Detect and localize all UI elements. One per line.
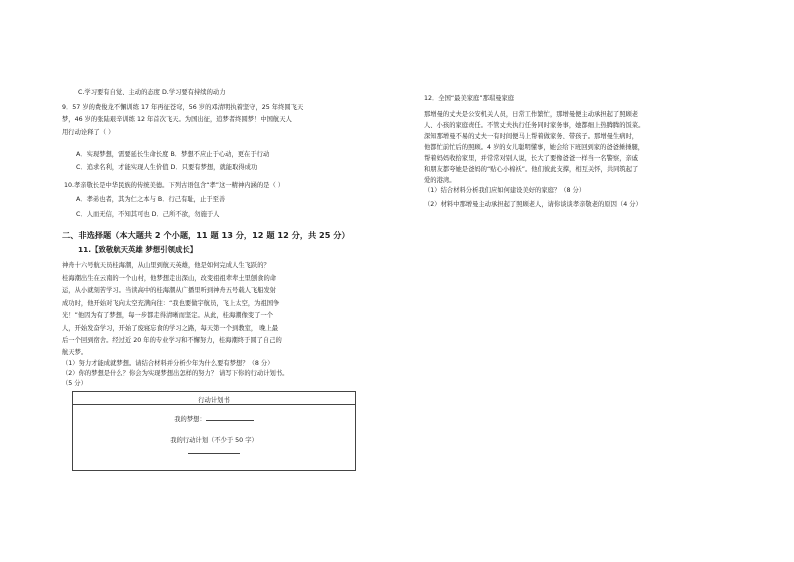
q11-para-line1: 神舟十六号航天员桂海潮，从山里到航天英雄，他是如何完成人生飞跃的？: [62, 262, 270, 269]
q11-para-line4: 成功时，他开始对飞向太空充满向往：“我也要做宇航员，飞上太空，为祖国争: [62, 300, 280, 307]
action-plan-title: 行动计划书: [198, 397, 230, 404]
action-plan-answer-blank[interactable]: [188, 447, 240, 454]
q11-sub2-points: （5 分）: [62, 380, 87, 387]
q11-sub2: （2）你的梦想是什么？你会为实现梦想出怎样的努力？ 请写下你的行动计划书。: [62, 370, 289, 377]
q11-para-line7: 后一个回到宿舍。经过近 20 年的专业学习和不懈努力，桂海潮终于圆了自己的: [62, 337, 282, 344]
action-plan-divider: [73, 404, 355, 405]
dream-answer-blank[interactable]: [206, 414, 254, 421]
q11-para-line6: 人，开始发奋学习，开始了废寝忘食的学习之路，每天第一个到教室， 晚上最: [62, 325, 279, 332]
q8-options-cd: C.学习要有自觉、主动的态度 D.学习要有持续的动力: [78, 89, 226, 96]
dream-label: 我的梦想：: [174, 416, 206, 423]
q10-options-cd: C．人而无信，不知其可也 D．己所不欲，勿施于人: [76, 211, 220, 218]
section-two-title: 二、非选择题（本大题共 2 个小题，11 题 13 分，12 题 12 分，共 25 分）: [62, 230, 350, 240]
q9-stem-line3: 用行动诠释了（ ）: [62, 129, 115, 136]
q11-para-line3: 运，从小就刻苦学习。当读高中的桂海潮从广播里听到神舟五号载人飞船发射: [62, 287, 277, 294]
q11-sub1: （1）努力才能成就梦想。请结合材料并分析少年为什么要有梦想？（8 分）: [62, 360, 274, 367]
q11-para-line5: 光！”他因为有了梦想，每一步都走得清晰而坚定。从此，桂海潮像变了一个: [62, 312, 274, 319]
q9-options-cd: C．追求名利，才能实现人生价值 D．只要有梦想，就能取得成功: [76, 164, 258, 171]
action-plan-box: [72, 391, 356, 471]
q11-para-line2: 桂海潮出生在云南的一个山村，他梦想走出深山，改变祖祖辈辈土里刨食的命: [62, 275, 277, 282]
q12-para-line5: 帮着妈妈收拾家里，并常常对别人说，长大了要像爸爸一样当一名警察，亲戚: [424, 155, 639, 162]
q10-stem: 10.孝亲敬长是中华民族的传统美德。下列古语包含“孝”这一精神内涵的是（ ）: [64, 182, 285, 189]
action-plan-label: 我的行动计划（不少于 50 字）: [170, 437, 258, 444]
q12-para-line7: 爱的港湾。: [424, 177, 456, 184]
q11-title: 11.【致敬航天英雄 梦想引领成长】: [78, 245, 198, 254]
q9-options-ab: A．实现梦想，需要延长生命长度 B．梦想不应止于心动，更在于行动: [76, 151, 270, 158]
q12-sub1: （1）结合材料分析我们应如何建设美好的家庭？（8 分）: [424, 187, 586, 194]
q12-para-line1: 那增曼的丈夫是公安机关人员，日常工作繁忙，那增曼便主动承担起了照顾老: [424, 111, 639, 118]
q11-para-line8: 航天梦。: [62, 349, 88, 356]
q10-options-ab: A．孝弟也者，其为仁之本与 B．行己有耻，止于至善: [76, 196, 226, 203]
q9-stem-line2: 梦，46 岁的张陆艰辛训练 12 年首次飞天。为国出征，追梦者终圆梦！中国航天人: [62, 116, 292, 123]
q12-para-line3: 深知那增曼不易的丈夫一有时间便马上帮着做家务、带孩子。那增曼生病时，: [424, 133, 639, 140]
q12-para-line2: 人、小孩的家庭责任。不管丈夫执行任务同时家务事，她都细上热腾腾的饭菜。: [424, 122, 645, 129]
q12-para-line6: 和朋友都夸她是爸妈的“贴心小棉袄”。他们彼此支撑，相互关怀，共同筑起了: [424, 166, 639, 173]
q12-title: 12．全国“最美家庭”那瑁曼家庭: [424, 95, 515, 102]
q12-sub2: （2）材料中那增曼主动承担起了照顾老人，请你谈谈孝亲敬老的原因（4 分）: [424, 201, 642, 208]
q9-stem-line1: 9．57 岁的费俊龙不懈训练 17 年再征苍穹，56 岁的邓清明执着坚守，25 年终圆飞天: [62, 104, 304, 111]
action-plan-row: [73, 447, 355, 456]
dream-row: [73, 414, 355, 423]
q12-para-line4: 他都忙前忙后的照顾。4 岁的女儿聪明懂事，她会给下班回到家的爸爸捶捶腿，: [424, 144, 645, 151]
